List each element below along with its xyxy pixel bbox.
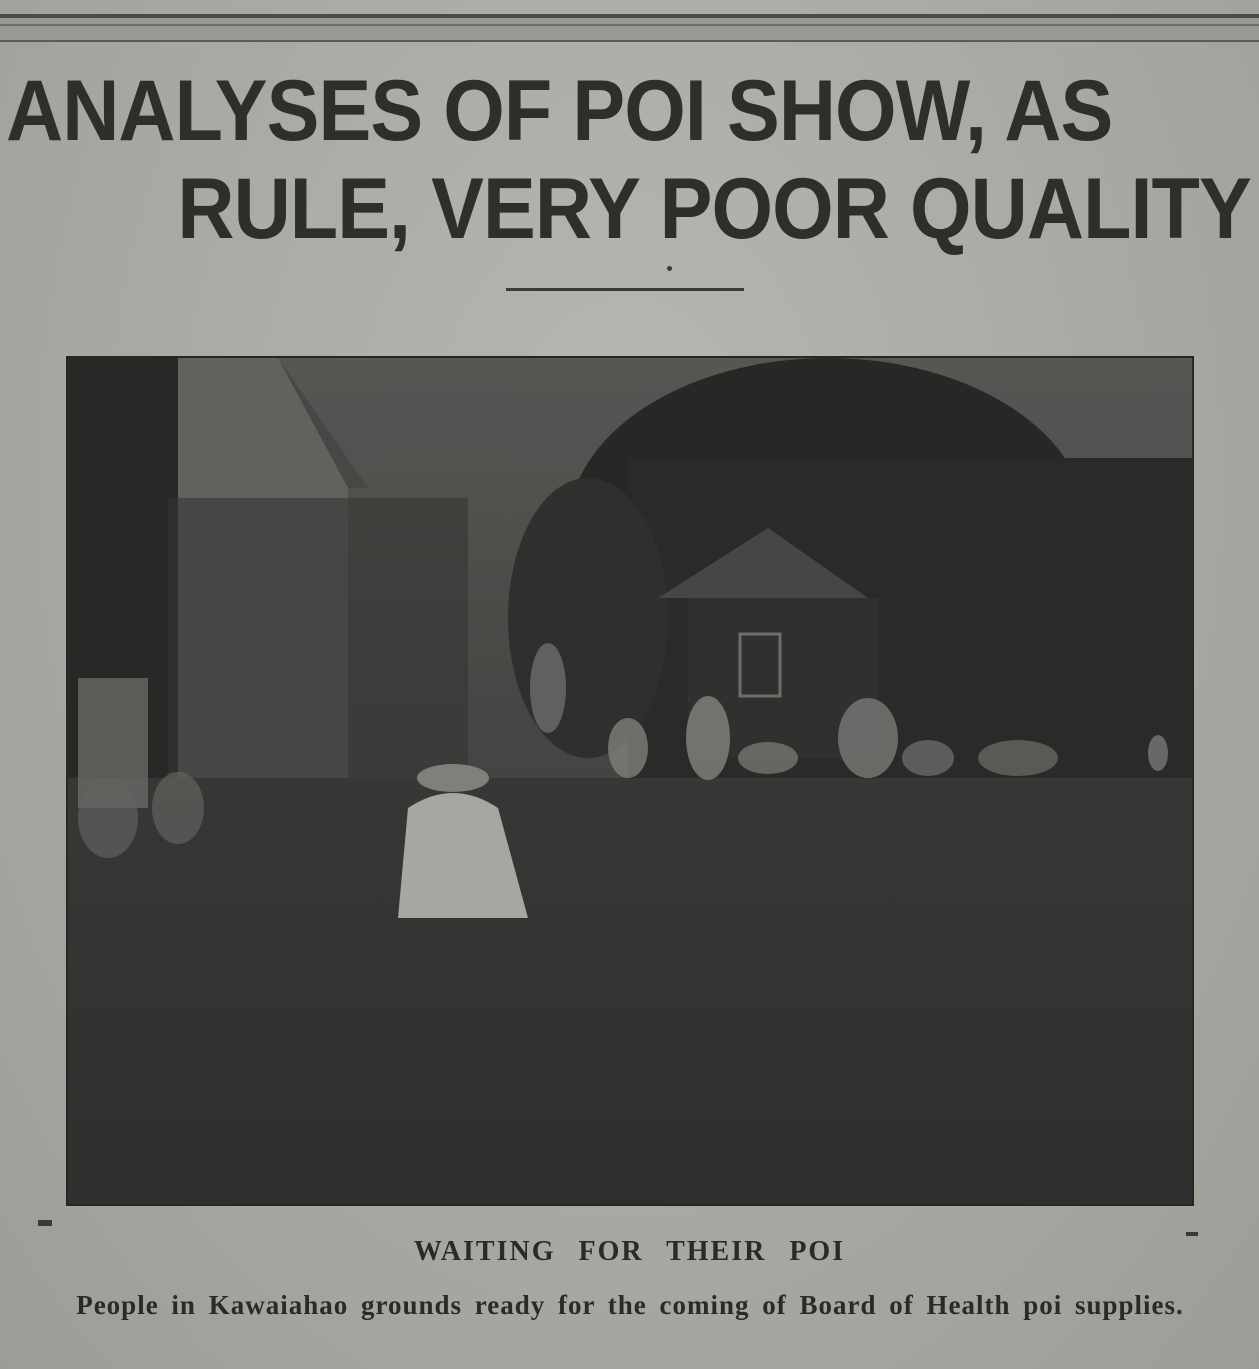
print-mark-left: [38, 1220, 52, 1226]
top-rule-inner: [0, 24, 1259, 26]
caption-text: People in Kawaiahao grounds ready for the coming of Board of Health poi supplies.: [76, 1290, 1184, 1320]
top-rule: [0, 14, 1259, 42]
caption-title: WAITING FOR THEIR POI: [413, 1236, 846, 1267]
headline-line-1: ANALYSES OF POI SHOW, AS: [6, 63, 1113, 159]
grain-overlay: [68, 358, 1192, 1204]
headline-divider: [506, 288, 744, 291]
photograph-icon: [68, 358, 1192, 1204]
headline: [0, 44, 1259, 264]
photograph: [66, 356, 1194, 1206]
divider-dot: [667, 266, 672, 271]
headline-line-2: RULE, VERY POOR QUALITY: [177, 161, 1251, 257]
